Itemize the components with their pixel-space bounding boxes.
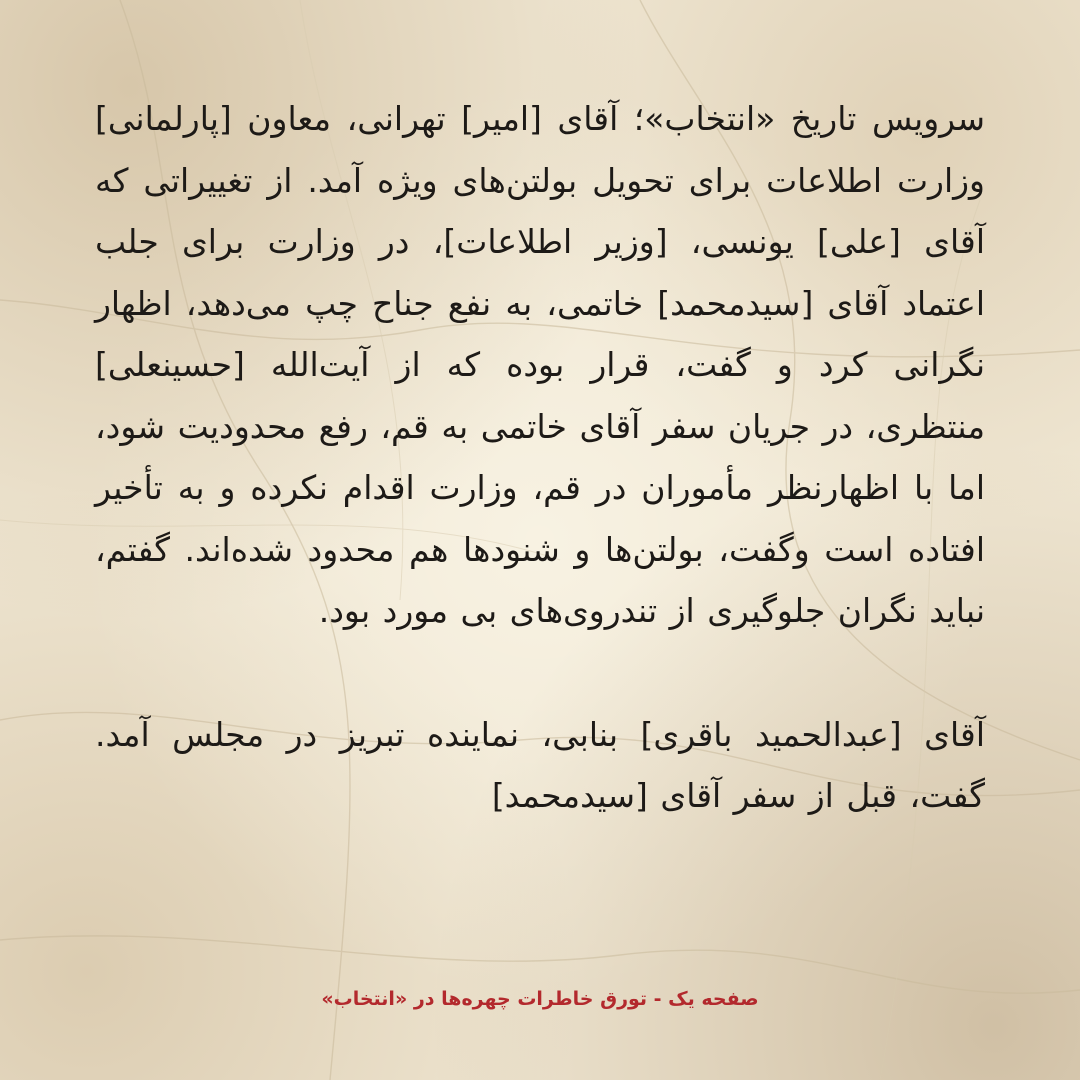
article-paragraph: سرویس تاریخ «انتخاب»؛ آقای [امیر] تهرانی، معاون [پارلمانی] وزارت اطلاعات برای تحویل بولتن‌های ویژه آمد. از تغییراتی که آقای [علی] یونسی، [وزیر اطلاعات]، در وزارت برای جلب اعتماد آقای [سیدمحمد] خاتمی، به نفع جناح چپ می‌دهد، اظهار نگرانی کرد و گفت، قرار بوده که از آیت‌الله [حسینعلی] منتظری، در جریان سفر آقای خاتمی به قم، رفع محدودیت شود، اما با اظهارنظر مأموران در قم، وزارت اقدام نکرده و به تأخیر افتاده است وگفت، بولتن‌ها و شنودها هم محدود شده‌اند. گفتم، نباید نگران جلوگیری از تندروی‌های بی مورد بود. [95, 99, 985, 630]
paragraph-spacer [95, 642, 985, 704]
page-caption: صفحه یک - تورق خاطرات چهره‌ها در «انتخاب» [321, 988, 759, 1010]
article-body [95, 88, 985, 827]
article-paragraph: آقای [عبدالحمید باقری] بنابی، نماینده تبریز در مجلس آمد. گفت، قبل از سفر آقای [سیدمحمد] [95, 714, 985, 815]
